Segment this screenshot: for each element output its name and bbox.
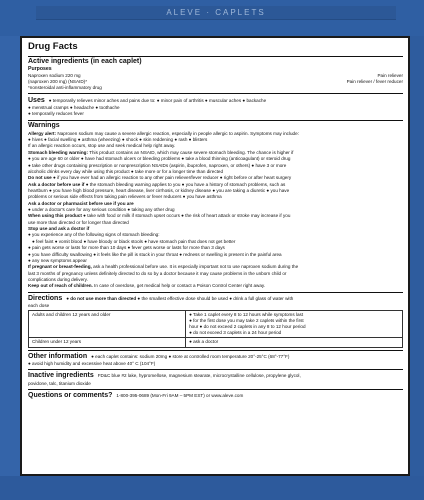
stop-use-text: ● you experience any of the following signs of stomach bleeding: <box>28 232 160 238</box>
when-using-label: When using this product <box>28 213 82 219</box>
inactive-ingredients-section <box>28 370 403 390</box>
when-using-text: use more than directed or for longer than directed <box>28 219 129 225</box>
stop-use-text: ● any new symptoms appear <box>28 257 87 263</box>
directions-heading: Directions <box>28 294 63 302</box>
box-right-edge <box>410 36 424 476</box>
uses-section <box>28 94 403 120</box>
pregnancy-label: If pregnant or breast-feeding, <box>28 264 92 270</box>
dosage-line: hour ● do not exceed 2 caplets in any 8 to 12 hour period <box>189 324 306 330</box>
ingredient-purpose: Pain reliever / fever reducer <box>346 79 403 85</box>
keep-out-of-reach-text: In case of overdose, get medical help or contact a Poison Control Center right away. <box>94 283 266 289</box>
pregnancy-text: complications during delivery. <box>28 276 88 282</box>
ingredient-name: Naproxen sodium 220 mg <box>28 73 81 79</box>
active-ingredients-heading: Active ingredients (in each caplet) <box>28 58 142 66</box>
dosage-line: ● Take 1 caplet every 8 to 12 hours while symptoms last <box>189 312 304 318</box>
stomach-bleeding-text: alcoholic drinks every day while using this product ● take more or for a longer time than directed <box>28 168 224 174</box>
dosage-group-label: Children under 12 years <box>29 338 186 347</box>
directions-section <box>28 293 403 351</box>
dosage-instructions <box>186 311 403 338</box>
directions-text: ● the smallest effective dose should be used ● drink a full glass of water with <box>137 295 294 301</box>
stop-use-text: ● you have difficulty swallowing ● it feels like the pill is stuck in your throat ● redness or swelling is present in the painful area <box>28 251 282 257</box>
do-not-use-label: Do not use <box>28 175 52 181</box>
table-row <box>29 338 403 347</box>
when-using-text: ● take with food or milk if stomach upset occurs ● the risk of heart attack or stroke may increase if you <box>83 213 291 219</box>
inactive-ingredients-heading: Inactive ingredients <box>28 372 94 380</box>
box-left-edge <box>0 36 20 476</box>
ask-doctor-text: problems or serious side effects from taking pain relievers or fever reducers ● you have asthma <box>28 194 222 200</box>
allergy-alert-label: Allergy alert: <box>28 130 57 136</box>
box-top-edge <box>0 0 424 36</box>
ingredient-name: (naproxen 200 mg) (NSAID)* <box>28 79 87 85</box>
dosage-line: ● do not exceed 3 caplets in a 24 hour period <box>189 330 282 336</box>
box-flap <box>36 6 396 20</box>
pregnancy-text: ask a health professional before use. It is especially important not to use naproxen sodium during the <box>93 264 299 270</box>
other-information-section <box>28 351 403 371</box>
dosage-instructions: ● ask a doctor <box>186 338 403 347</box>
ask-pharmacist-label: Ask a doctor or pharmacist before use if you are <box>28 200 134 206</box>
allergy-alert-text: Naproxen sodium may cause a severe allergic reaction, especially in people allergic to aspirin. Symptoms may include: <box>57 130 299 136</box>
do-not-use-text: ● if you have ever had an allergic reaction to any other pain reliever/fever reducer ● right before or after heart surgery <box>53 175 292 181</box>
flap-text: ALEVE · CAPLETS <box>166 8 266 17</box>
other-information-heading: Other information <box>28 352 88 360</box>
ask-pharmacist-text: ● under a doctor's care for any serious condition ● taking any other drug <box>28 207 175 213</box>
stop-use-text: ● feel faint ● vomit blood ● have bloody or black stools ● have stomach pain that does not get better <box>32 238 236 244</box>
ask-doctor-text: ● the stomach bleeding warning applies to you ● you have a history of stomach problems, such as <box>85 181 286 187</box>
ask-doctor-text: heartburn ● you have high blood pressure, heart disease, liver cirrhosis, or kidney disease ● you are taking a diuretic ● you have <box>28 187 290 193</box>
uses-line: ● temporarily reduces fever <box>28 111 84 117</box>
allergy-alert-text: ● hives ● facial swelling ● asthma (wheezing) ● shock ● skin reddening ● rash ● blisters <box>28 137 208 143</box>
stomach-bleeding-label: Stomach bleeding warning: <box>28 149 88 155</box>
pregnancy-text: last 3 months of pregnancy unless definitely directed to do so by a doctor because it may cause problems in the unborn child or <box>28 270 287 276</box>
stomach-bleeding-text: ● you are age 60 or older ● have had stomach ulcers or bleeding problems ● take a blood thinning (anticoagulant) or steroid drug <box>28 156 291 162</box>
stomach-bleeding-text: ● take other drugs containing prescription or nonprescription NSAIDs (aspirin, ibuprofen, naproxen, or others) ● have 3 or more <box>28 162 287 168</box>
ingredient-purpose: Pain reliever <box>377 73 403 79</box>
table-row <box>29 311 403 338</box>
stop-use-text: ● pain gets worse or lasts for more than 10 days ● fever gets worse or lasts for more than 3 days <box>28 245 225 251</box>
other-information-text: ● each caplet contains: sodium 20mg ● store at controlled room temperature 20°-25°C (68°-77°F) <box>91 353 290 359</box>
directions-table <box>28 310 403 347</box>
allergy-alert-text: If an allergic reaction occurs, stop use and seek medical help right away. <box>28 143 176 149</box>
dosage-line: ● for the first dose you may take 2 caplets within the first <box>189 318 304 324</box>
inactive-ingredients-text: FD&C blue #2 lake, hypromellose, magnesium stearate, microcrystalline cellulose, propylene glycol, <box>97 373 301 379</box>
nsaid-footnote: *nonsteroidal anti-inflammatory drug <box>28 85 102 91</box>
questions-heading: Questions or comments? <box>28 392 113 400</box>
keep-out-of-reach-label: Keep out of reach of children. <box>28 283 93 289</box>
uses-line: ● menstrual cramps ● headache ● toothache <box>28 104 120 110</box>
drug-facts-panel <box>20 36 410 476</box>
dosage-group-label: Adults and children 12 years and older <box>29 311 186 338</box>
active-ingredients-section <box>28 57 403 95</box>
questions-section <box>28 390 403 402</box>
directions-text: ● do not use more than directed <box>66 295 137 301</box>
stomach-bleeding-text: This product contains an NSAID, which may cause severe stomach bleeding. The chance is higher if <box>89 149 294 155</box>
uses-heading: Uses <box>28 96 45 104</box>
warnings-heading: Warnings <box>28 122 60 130</box>
box-bottom-edge <box>0 476 424 500</box>
uses-line: ● temporarily relieves minor aches and pains due to: ● minor pain of arthritis ● muscular aches ● backache <box>48 97 267 103</box>
warnings-section <box>28 121 403 293</box>
ask-doctor-label: Ask a doctor before use if <box>28 181 85 187</box>
directions-text: each dose <box>28 303 50 309</box>
drug-facts-title: Drug Facts <box>28 41 403 57</box>
purposes-label: Purposes <box>28 66 52 73</box>
inactive-ingredients-text: povidone, talc, titanium dioxide <box>28 380 91 386</box>
other-information-text: ● avoid high humidity and excessive heat above 40° C (104°F) <box>28 360 156 366</box>
stop-use-label: Stop use and ask a doctor if <box>28 226 90 232</box>
questions-text: 1-800-395-0689 (Mon-Fri 9AM – 5PM EST) or www.aleve.com <box>116 393 244 399</box>
